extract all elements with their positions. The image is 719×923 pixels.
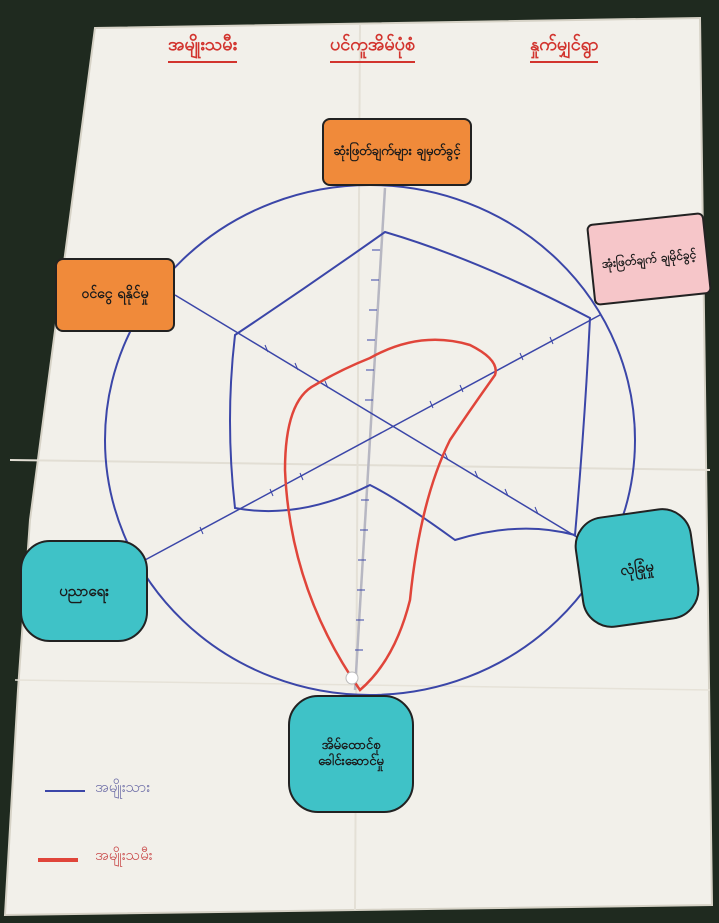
paper-pin [346,672,358,684]
axis-card-upper-left: ဝင်ငွေ ရနိုင်မှု [55,258,175,332]
legend-blue-label: အမျိုးသား [95,778,151,796]
axis-card-top: ဆုံးဖြတ်ချက်များ ချမှတ်ခွင့် [322,118,472,186]
legend-red-label: အမျိုးသမီး [95,846,153,864]
header-left-title: အမျိုးသမီး [168,32,237,63]
legend-blue-swatch [45,790,85,792]
legend-red-swatch [38,858,78,862]
header-center-title: ပင်ကူအိမ်ပုံစံ [330,32,415,63]
axis-card-lower-right: လုံခြုံမှု [571,504,703,631]
header-right-title: နှုက်မျှင်ရွာ [530,32,598,63]
axis-card-lower-left: ပညာရေး [20,540,148,642]
axis-card-bottom: အိမ်ထောင်စု ခေါင်းဆောင်မှု [288,695,414,813]
axis-card-upper-right: အုံးဖြတ်ချက် ချမိုင်ခွင့် [586,212,712,306]
